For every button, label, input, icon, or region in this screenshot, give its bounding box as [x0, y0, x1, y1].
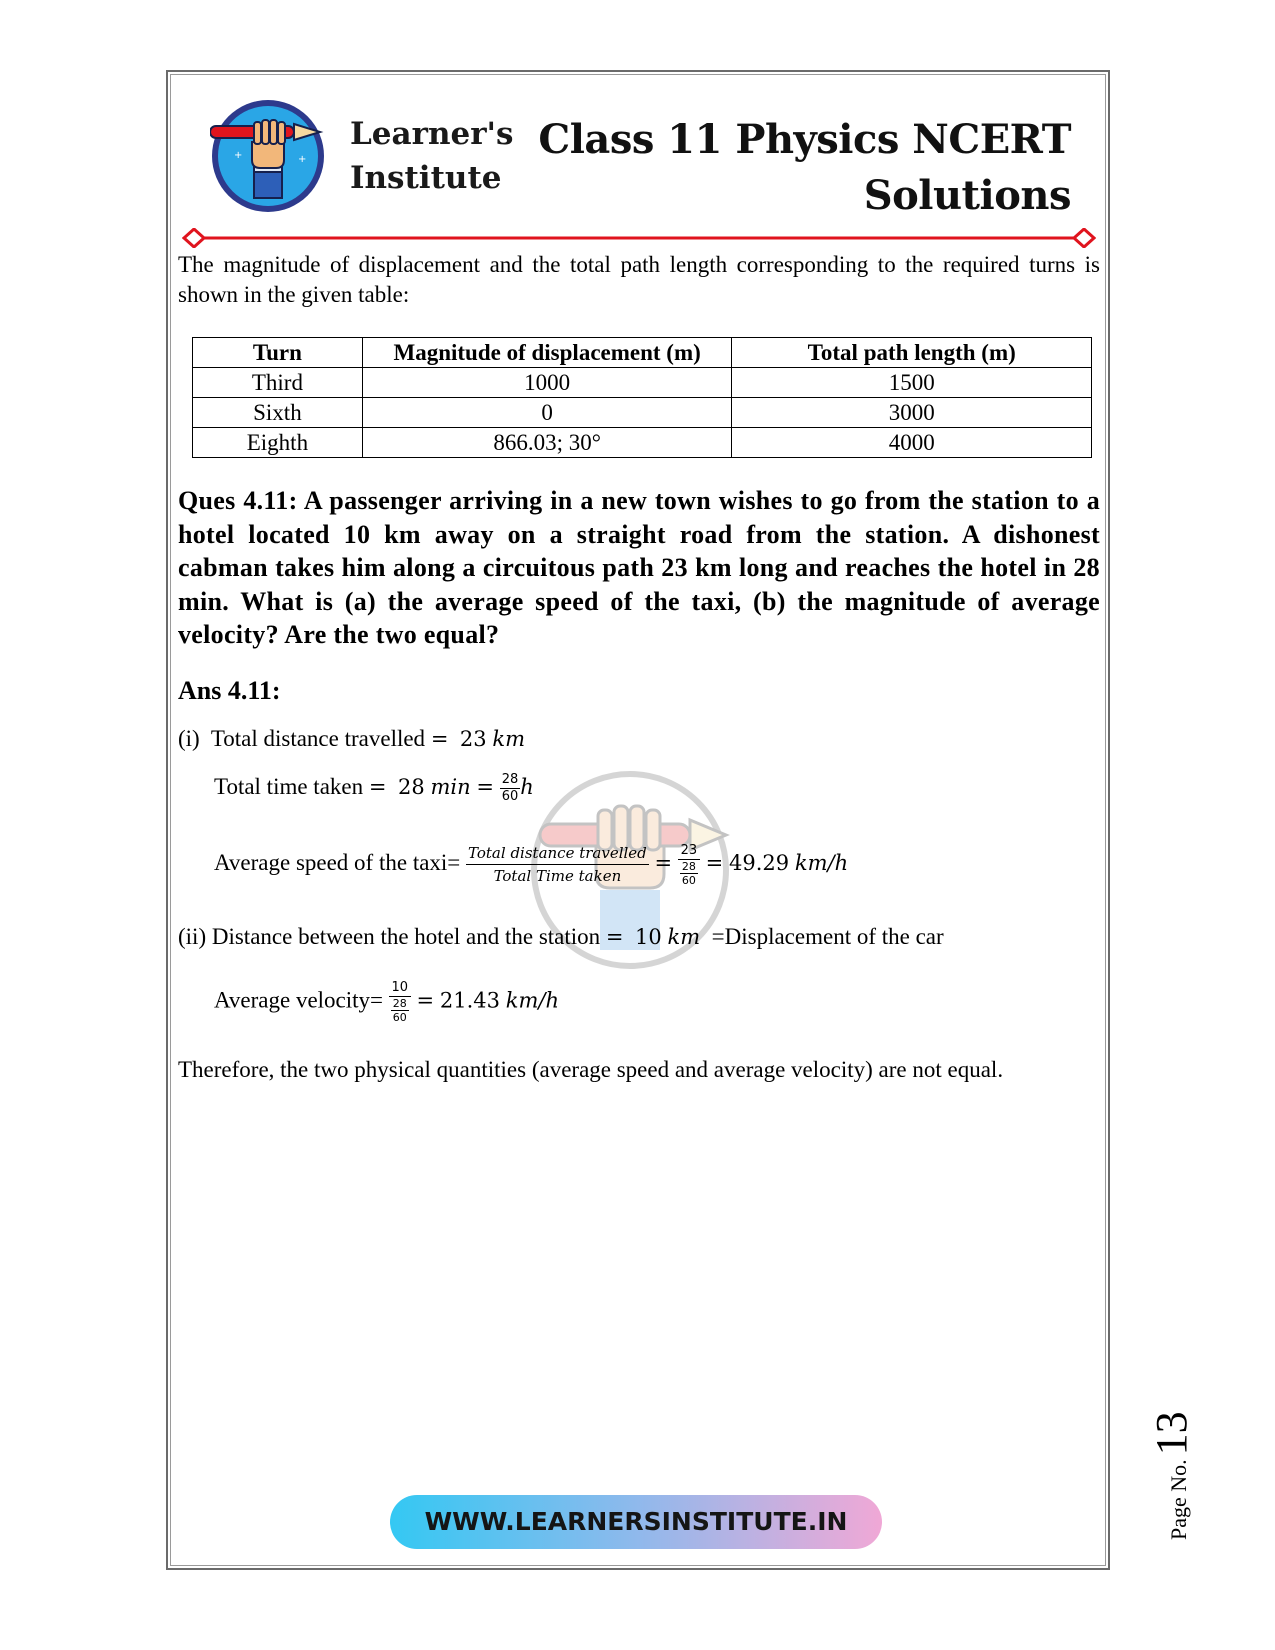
equals-sign: =	[416, 988, 435, 1013]
distance-label: Total distance travelled	[210, 726, 426, 751]
page-number	[1146, 1400, 1206, 1540]
title-line-1: Class 11 Physics NCERT	[538, 116, 1071, 163]
table-row	[193, 428, 1092, 458]
speed-result: 49.29	[729, 850, 790, 875]
speed-value-fraction	[678, 843, 700, 887]
speed-numerator: 23	[678, 843, 700, 860]
table-row	[193, 368, 1092, 398]
unit-km: km	[667, 925, 701, 949]
page-number-value: 13	[1147, 1411, 1196, 1456]
header-divider	[182, 228, 1096, 248]
page-number-label: Page No.	[1166, 1459, 1191, 1540]
velocity-label: Average velocity=	[214, 987, 383, 1013]
table-cell: 0	[362, 398, 732, 428]
time-line	[214, 772, 534, 805]
displacement-label: (ii) Distance between the hotel and the station	[178, 924, 601, 949]
table-header-row	[193, 338, 1092, 368]
svg-text:+: +	[234, 150, 243, 161]
equals-sign: =	[605, 925, 624, 949]
equals-sign: =	[654, 850, 673, 875]
velocity-inner-denominator: 60	[392, 1011, 407, 1024]
turns-table	[192, 337, 1092, 458]
displacement-tail: =Displacement of the car	[711, 924, 944, 949]
time-denominator: 60	[501, 789, 519, 804]
table-cell: 3000	[732, 398, 1092, 428]
table-cell: 866.03; 30°	[362, 428, 732, 458]
distance-line	[178, 726, 525, 752]
conclusion-paragraph: Therefore, the two physical quantities (average speed and average velocity) are not equal.	[178, 1057, 1004, 1082]
table-cell: Eighth	[193, 428, 363, 458]
website-link[interactable]: WWW.LEARNERSINSTITUTE.IN	[390, 1495, 882, 1549]
velocity-denominator	[389, 997, 411, 1024]
table-row	[193, 398, 1092, 428]
brand-name	[350, 112, 513, 200]
table-cell: Third	[193, 368, 363, 398]
time-fraction	[500, 772, 521, 805]
time-numerator: 28	[501, 772, 519, 787]
table-cell: 1000	[362, 368, 732, 398]
unit-h: h	[520, 774, 534, 799]
equals-sign: =	[368, 774, 387, 799]
equals-sign: =	[476, 774, 494, 799]
speed-label: Average speed of the taxi=	[214, 849, 461, 875]
velocity-inner-fraction	[391, 997, 409, 1024]
speed-denominator	[678, 860, 700, 887]
unit-kmh: km/h	[794, 850, 849, 875]
formula-denominator: Total Time taken	[493, 867, 622, 885]
table-cell: Sixth	[193, 398, 363, 428]
item-label-i: (i)	[178, 726, 200, 751]
speed-line	[214, 842, 848, 887]
table-cell: 4000	[732, 428, 1092, 458]
unit-kmh: km/h	[505, 988, 559, 1013]
speed-inner-numerator: 28	[681, 859, 696, 873]
learners-institute-logo	[210, 98, 326, 214]
equals-sign: =	[430, 727, 449, 751]
unit-km: km	[492, 727, 526, 751]
speed-formula-fraction	[466, 842, 649, 887]
distance-value: 23	[459, 727, 487, 751]
equals-sign: =	[705, 850, 724, 875]
velocity-fraction	[389, 980, 411, 1024]
speed-inner-fraction	[680, 860, 698, 887]
brand-line-1: Learner's	[350, 116, 514, 152]
time-value: 28	[397, 774, 425, 799]
velocity-inner-numerator: 28	[392, 997, 407, 1010]
answer-heading: Ans 4.11:	[178, 676, 281, 705]
column-header: Turn	[193, 338, 363, 368]
formula-numerator: Total distance travelled	[466, 842, 649, 865]
column-header: Total path length (m)	[732, 338, 1092, 368]
speed-inner-denominator: 60	[681, 873, 696, 887]
table-cell: 1500	[732, 368, 1092, 398]
displacement-line	[178, 924, 944, 950]
velocity-line	[214, 980, 559, 1024]
column-header: Magnitude of displacement (m)	[362, 338, 732, 368]
displacement-value: 10	[635, 925, 662, 949]
brand-line-2: Institute	[350, 160, 502, 196]
title-line-2: Solutions	[863, 172, 1071, 219]
svg-text:+: +	[298, 154, 307, 165]
unit-min: min	[430, 774, 471, 799]
document-title	[538, 112, 1071, 224]
time-label: Total time taken	[214, 773, 364, 799]
intro-paragraph: The magnitude of displacement and the total path length corresponding to the required turns is shown in the given table:	[178, 252, 1100, 307]
velocity-numerator: 10	[389, 980, 411, 997]
question-text: Ques 4.11: A passenger arriving in a new town wishes to go from the station to a hotel located 10 km away on a straight road from the station. A dishonest cabman takes him along a circuitous path 23 km long and reaches the hotel in 28 min. What is (a) the average speed of the taxi, (b) the magnitude of average velocity? Are the two equal?	[178, 486, 1100, 649]
velocity-result: 21.43	[439, 988, 500, 1013]
